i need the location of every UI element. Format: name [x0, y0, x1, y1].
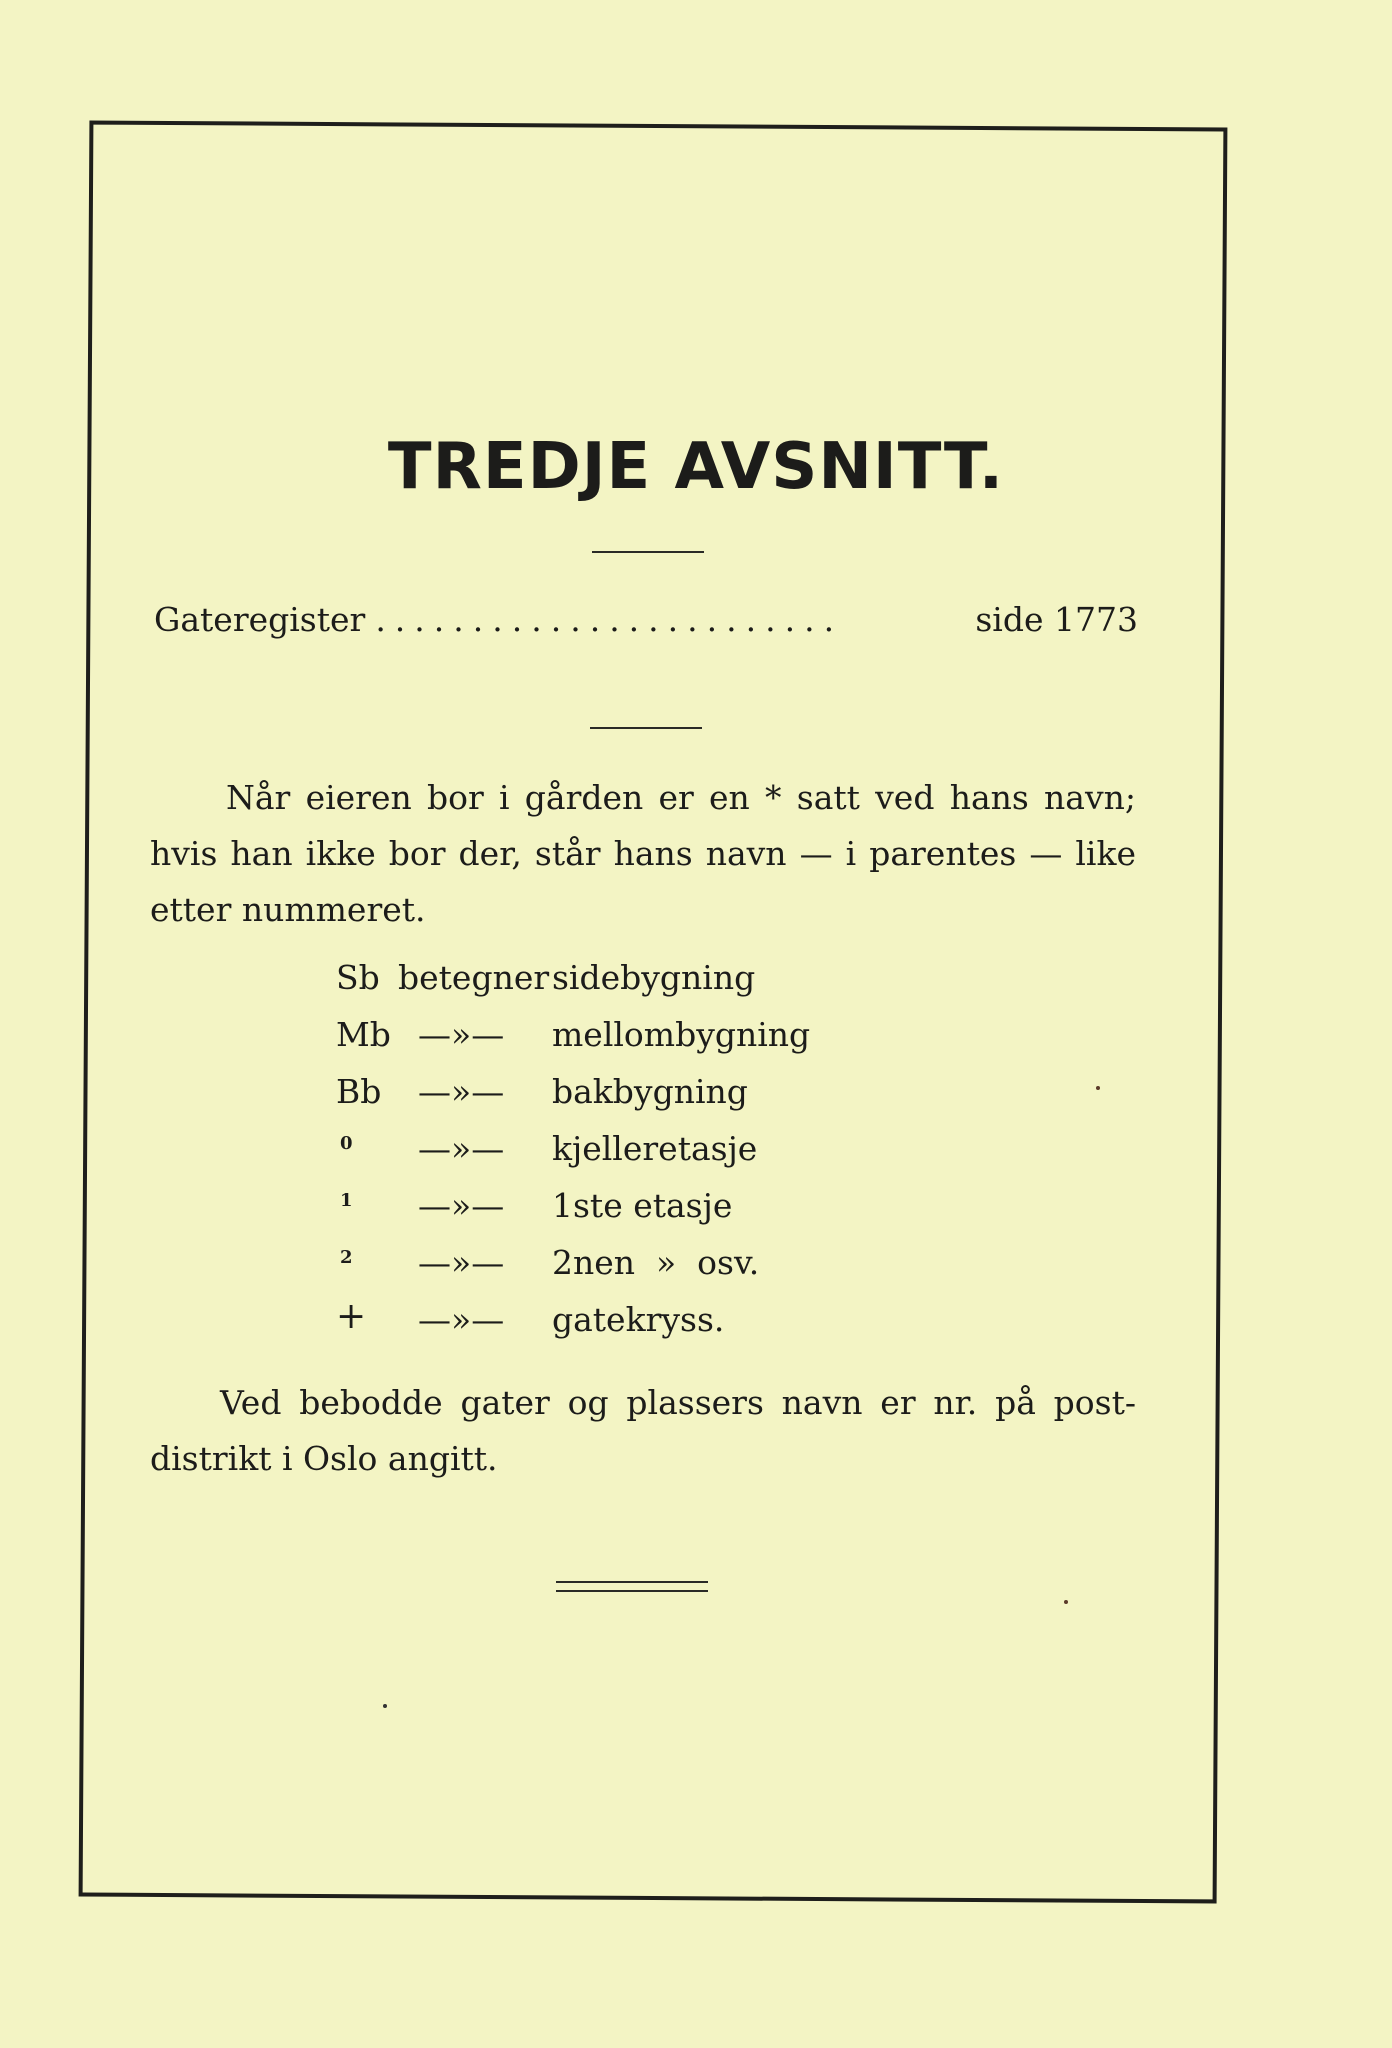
paper-speck [1096, 1086, 1100, 1090]
legend-ditto-mark: —»— [418, 1243, 505, 1282]
legend-ditto-mark: —»— [418, 1072, 505, 1111]
legend-abbr-superscript: 0 [340, 1133, 353, 1154]
legend-connector: betegner [398, 958, 550, 997]
legend-abbr: Mb [336, 1015, 391, 1054]
legend-row [336, 1186, 936, 1243]
contents-dot-leader: ........................ [375, 600, 844, 639]
paper-speck [383, 1704, 387, 1708]
paper-speck [1064, 1600, 1068, 1604]
legend-abbr-superscript: 1 [340, 1190, 353, 1211]
legend-row [336, 958, 936, 1015]
divider-rule [590, 727, 702, 729]
legend-ditto-mark: —»— [418, 1300, 505, 1339]
end-double-rule [556, 1590, 708, 1592]
legend-abbr-cross: + [336, 1296, 367, 1337]
legend-ditto-mark: —»— [418, 1129, 505, 1168]
legend-row [336, 1296, 936, 1357]
legend-abbr: Bb [336, 1072, 382, 1111]
legend-meaning: sidebygning [552, 958, 756, 997]
legend-row [336, 1243, 936, 1300]
contents-entry [154, 600, 1138, 639]
contents-page-ref: side 1773 [975, 600, 1138, 639]
intro-paragraph: Når eieren bor i gården er en * satt ved hans navn; hvis han ikke bor der, står hans navn — i parentes — like etter nummeret. [150, 778, 1136, 929]
postal-district-note: Ved bebodde gater og plassers navn er nr. på post-distrikt i Oslo angitt. [150, 1383, 1136, 1478]
end-double-rule [556, 1581, 708, 1583]
legend-row [336, 1072, 936, 1129]
legend-meaning: bakbygning [552, 1072, 748, 1111]
legend-ditto-mark: —»— [418, 1186, 505, 1225]
legend-abbr: Sb [336, 958, 380, 997]
legend-abbr-superscript: 2 [340, 1247, 353, 1268]
legend-meaning: kjelleretasje [552, 1129, 758, 1168]
abbreviation-legend [336, 958, 936, 1357]
legend-meaning: mellombygning [552, 1015, 811, 1054]
legend-meaning: gatekryss. [552, 1300, 725, 1339]
legend-row [336, 1015, 936, 1072]
section-title: TREDJE AVSNITT. [387, 430, 1005, 504]
contents-entry-label: Gateregister [154, 600, 366, 639]
legend-ditto-mark: —»— [418, 1015, 505, 1054]
divider-rule [592, 551, 704, 553]
legend-meaning: 2nen » osv. [552, 1243, 760, 1282]
legend-meaning: 1ste etasje [552, 1186, 733, 1225]
legend-row [336, 1129, 936, 1186]
